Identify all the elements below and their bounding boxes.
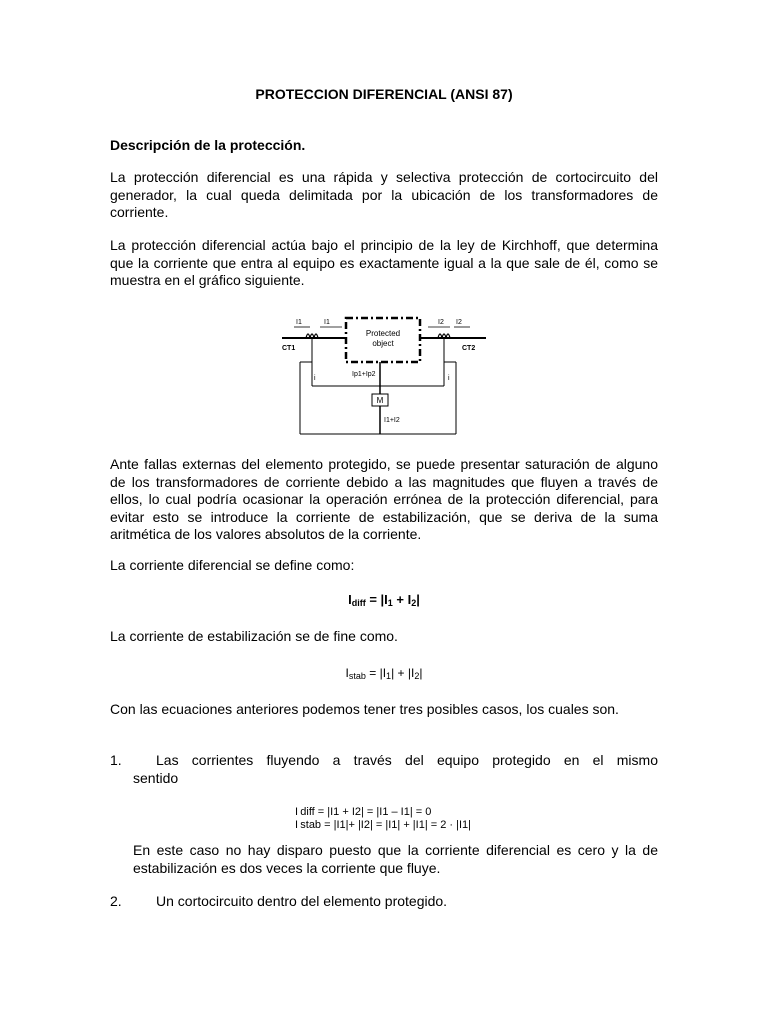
label-i1-primary: I1 — [296, 319, 302, 326]
differential-protection-diagram — [280, 310, 490, 440]
list-item-1-explanation: En este caso no hay disparo puesto que la corriente diferencial es cero y la de estabilización es dos veces la corriente que fluye. — [133, 842, 658, 876]
label-sum-bottom: I1+I2 — [384, 417, 400, 424]
label-i2-small: i — [448, 375, 450, 382]
section-heading: Descripción de la protección. — [110, 137, 306, 153]
formula-case1-diff: I diff = |I1 + I2| = |I1 – I1| = 0 — [295, 806, 432, 818]
label-i2-primary: I2 — [456, 319, 462, 326]
list-item-1-line1: Las corrientes fluyendo a través del equipo protegido en el mismo — [156, 752, 658, 768]
formula-idiff: $I_{diff} = |I_1 + I_2|$ — [348, 592, 420, 608]
paragraph-stab-def: La corriente de estabilización se de fine como. — [110, 628, 398, 644]
label-ip2: I2 — [438, 319, 444, 326]
formula-istab: $I_{stab} = |I_1| + |I_2|$ — [345, 666, 423, 681]
list-item-number-2: 2. — [110, 893, 122, 909]
protected-object-label-line1: Protected — [365, 329, 401, 338]
relay-label: M — [376, 396, 384, 405]
label-ip1: I1 — [324, 319, 330, 326]
paragraph-saturation: Ante fallas externas del elemento protegido, se puede presentar saturación de alguno de los transformadores de corriente debido a las magnitudes que fluyen a través de ellos, lo cual podría ocasionar la operación errónea de la protección diferencial, para evitar esto se introduce la corriente de estabilización, que se deriva de la suma aritmética de los valores absolutos de la corriente. — [110, 456, 658, 542]
protected-object-label-line2: object — [372, 339, 394, 348]
list-item-number-1: 1. — [110, 752, 122, 768]
label-i1-small: i — [314, 375, 316, 382]
ct2-label: CT2 — [462, 345, 476, 352]
formula-case1-stab: I stab = |I1|+ |I2| = |I1| + |I1| = 2 · |I1| — [295, 819, 472, 831]
page-title: PROTECCION DIFERENCIAL (ANSI 87) — [255, 86, 513, 102]
paragraph-kirchhoff: La protección diferencial actúa bajo el principio de la ley de Kirchhoff, que determina que la corriente que entra al equipo es exactamente igual a la que sale de él, como se muestra en el gráfico siguiente. — [110, 237, 658, 288]
paragraph-diff-def: La corriente diferencial se define como: — [110, 557, 355, 573]
paragraph-cases: Con las ecuaciones anteriores podemos tener tres posibles casos, los cuales son. — [110, 701, 619, 717]
list-item-2-line1: Un cortocircuito dentro del elemento protegido. — [156, 893, 448, 909]
paragraph-intro: La protección diferencial es una rápida y selectiva protección de cortocircuito del generador, la cual queda delimitada por la ubicación de los transformadores de corriente. — [110, 169, 658, 220]
ct1-label: CT1 — [282, 345, 296, 352]
label-sum-top: Ip1+Ip2 — [352, 371, 376, 378]
list-item-1-line2: sentido — [133, 770, 179, 786]
